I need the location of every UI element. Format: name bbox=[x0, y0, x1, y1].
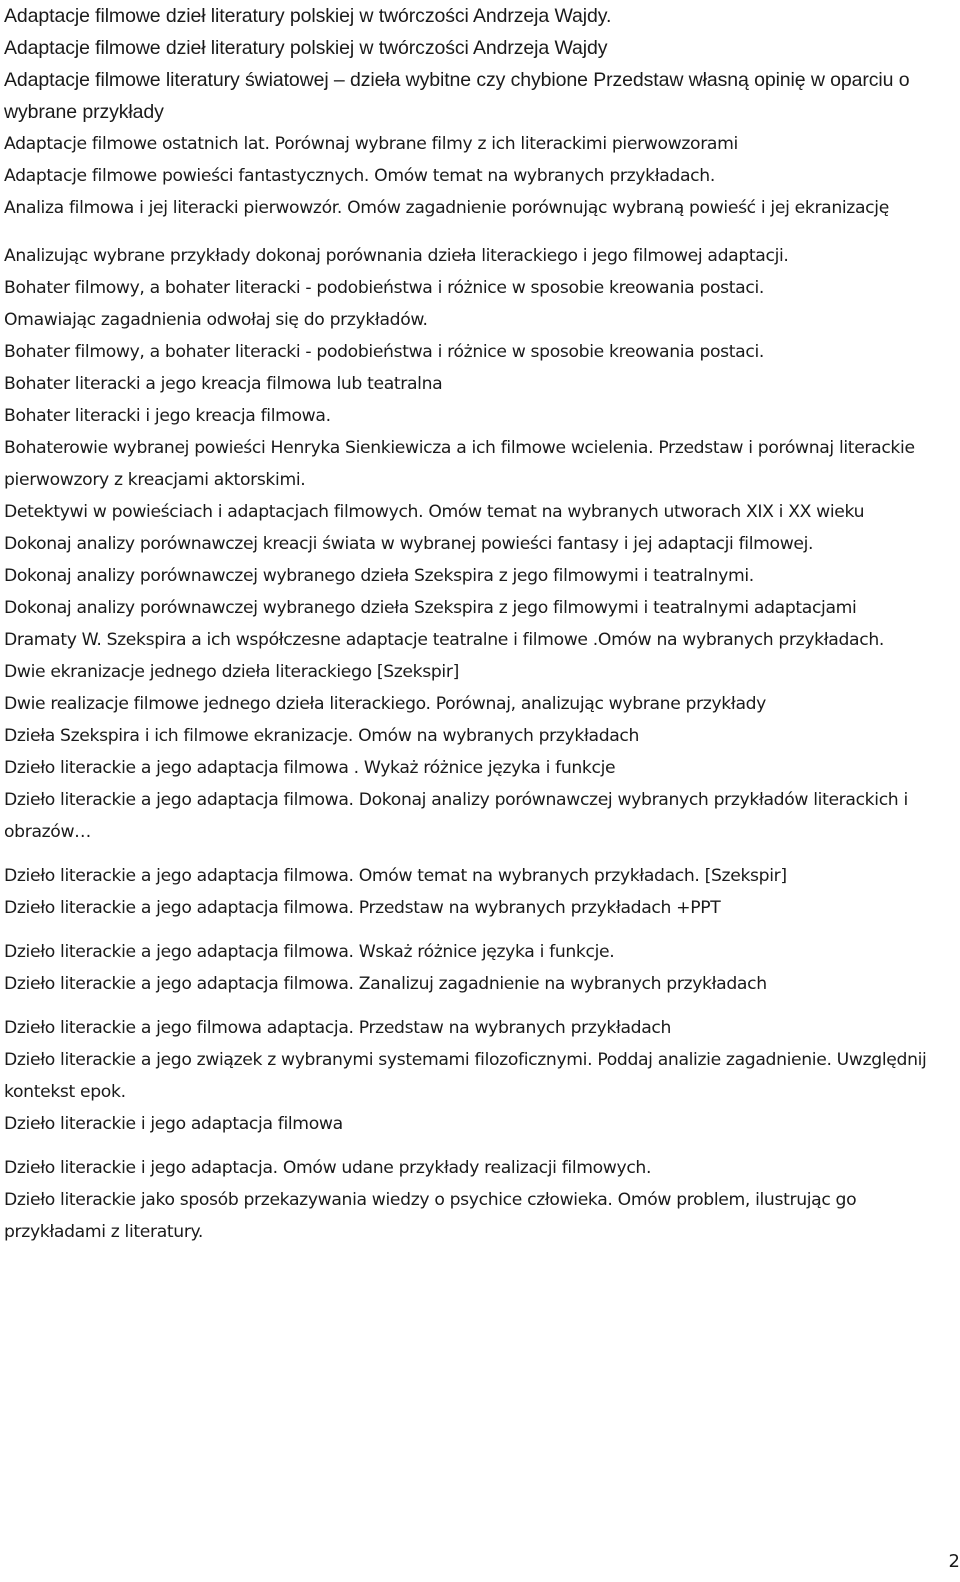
list-item: Dzieło literackie jako sposób przekazywania wiedzy o psychice człowieka. Omów problem, ilustrując go przykładami z literatury. bbox=[4, 1190, 857, 1242]
list-item: Adaptacje filmowe ostatnich lat. Porównaj wybrane filmy z ich literackimi pierwowzorami bbox=[4, 134, 738, 154]
list-item: Bohater literacki a jego kreacja filmowa lub teatralna bbox=[4, 374, 443, 394]
list-item: Dzieło literackie i jego adaptacja. Omów udane przykłady realizacji filmowych. bbox=[4, 1158, 652, 1178]
topic-list bbox=[4, 0, 954, 1248]
list-item: Dzieło literackie a jego adaptacja filmowa. Dokonaj analizy porównawczej wybranych przykładów literackich i obrazów… bbox=[4, 790, 908, 842]
list-item: Dzieło literackie a jego adaptacja filmowa. Zanalizuj zagadnienie na wybranych przykładach bbox=[4, 974, 767, 994]
list-item: Dokonaj analizy porównawczej kreacji świata w wybranej powieści fantasy i jej adaptacji filmowej. bbox=[4, 534, 814, 554]
list-item: Dokonaj analizy porównawczej wybranego dzieła Szekspira z jego filmowymi i teatralnymi. bbox=[4, 566, 754, 586]
list-item: Bohater filmowy, a bohater literacki - podobieństwa i różnice w sposobie kreowania postaci. bbox=[4, 342, 764, 362]
list-item: Dzieło literackie a jego filmowa adaptacja. Przedstaw na wybranych przykładach bbox=[4, 1018, 672, 1038]
list-item: Dwie ekranizacje jednego dzieła literackiego [Szekspir] bbox=[4, 662, 459, 682]
list-item: Adaptacje filmowe dzieł literatury polskiej w twórczości Andrzeja Wajdy. bbox=[4, 5, 612, 27]
page-number: 2 bbox=[948, 1551, 960, 1572]
list-item: Adaptacje filmowe dzieł literatury polskiej w twórczości Andrzeja Wajdy bbox=[4, 37, 608, 59]
list-item: Omawiając zagadnienia odwołaj się do przykładów. bbox=[4, 310, 428, 330]
list-item: Analiza filmowa i jej literacki pierwowzór. Omów zagadnienie porównując wybraną powieść i jej ekranizację bbox=[4, 198, 889, 218]
list-item: Adaptacje filmowe literatury światowej – dzieła wybitne czy chybione Przedstaw własną opinię w oparciu o wybrane przykłady bbox=[4, 69, 910, 123]
list-item: Dzieło literackie a jego związek z wybranymi systemami filozoficznymi. Poddaj analizie zagadnienie. Uwzględnij kontekst epok. bbox=[4, 1050, 927, 1102]
list-item: Bohater literacki i jego kreacja filmowa. bbox=[4, 406, 331, 426]
list-item: Analizując wybrane przykłady dokonaj porównania dzieła literackiego i jego filmowej adaptacji. bbox=[4, 246, 789, 266]
list-item: Bohater filmowy, a bohater literacki - podobieństwa i różnice w sposobie kreowania postaci. bbox=[4, 278, 764, 298]
list-item: Dzieło literackie i jego adaptacja filmowa bbox=[4, 1114, 343, 1134]
list-item: Dzieła Szekspira i ich filmowe ekranizacje. Omów na wybranych przykładach bbox=[4, 726, 640, 746]
list-item: Detektywi w powieściach i adaptacjach filmowych. Omów temat na wybranych utworach XIX i XX wieku bbox=[4, 502, 865, 522]
list-item: Dzieło literackie a jego adaptacja filmowa. Wskaż różnice języka i funkcje. bbox=[4, 942, 615, 962]
list-item: Dramaty W. Szekspira a ich współczesne adaptacje teatralne i filmowe .Omów na wybranych przykładach. bbox=[4, 630, 884, 650]
list-item: Bohaterowie wybranej powieści Henryka Sienkiewicza a ich filmowe wcielenia. Przedstaw i porównaj literackie pierwowzory z kreacjami aktorskimi. bbox=[4, 438, 915, 490]
list-item: Dzieło literackie a jego adaptacja filmowa . Wykaż różnice języka i funkcje bbox=[4, 758, 616, 778]
list-item: Dzieło literackie a jego adaptacja filmowa. Omów temat na wybranych przykładach. [Szekspir] bbox=[4, 866, 787, 886]
list-item: Dzieło literackie a jego adaptacja filmowa. Przedstaw na wybranych przykładach +PPT bbox=[4, 898, 721, 918]
list-item: Dwie realizacje filmowe jednego dzieła literackiego. Porównaj, analizując wybrane przykłady bbox=[4, 694, 767, 714]
list-item: Dokonaj analizy porównawczej wybranego dzieła Szekspira z jego filmowymi i teatralnymi adaptacjami bbox=[4, 598, 857, 618]
list-item: Adaptacje filmowe powieści fantastycznych. Omów temat na wybranych przykładach. bbox=[4, 166, 715, 186]
